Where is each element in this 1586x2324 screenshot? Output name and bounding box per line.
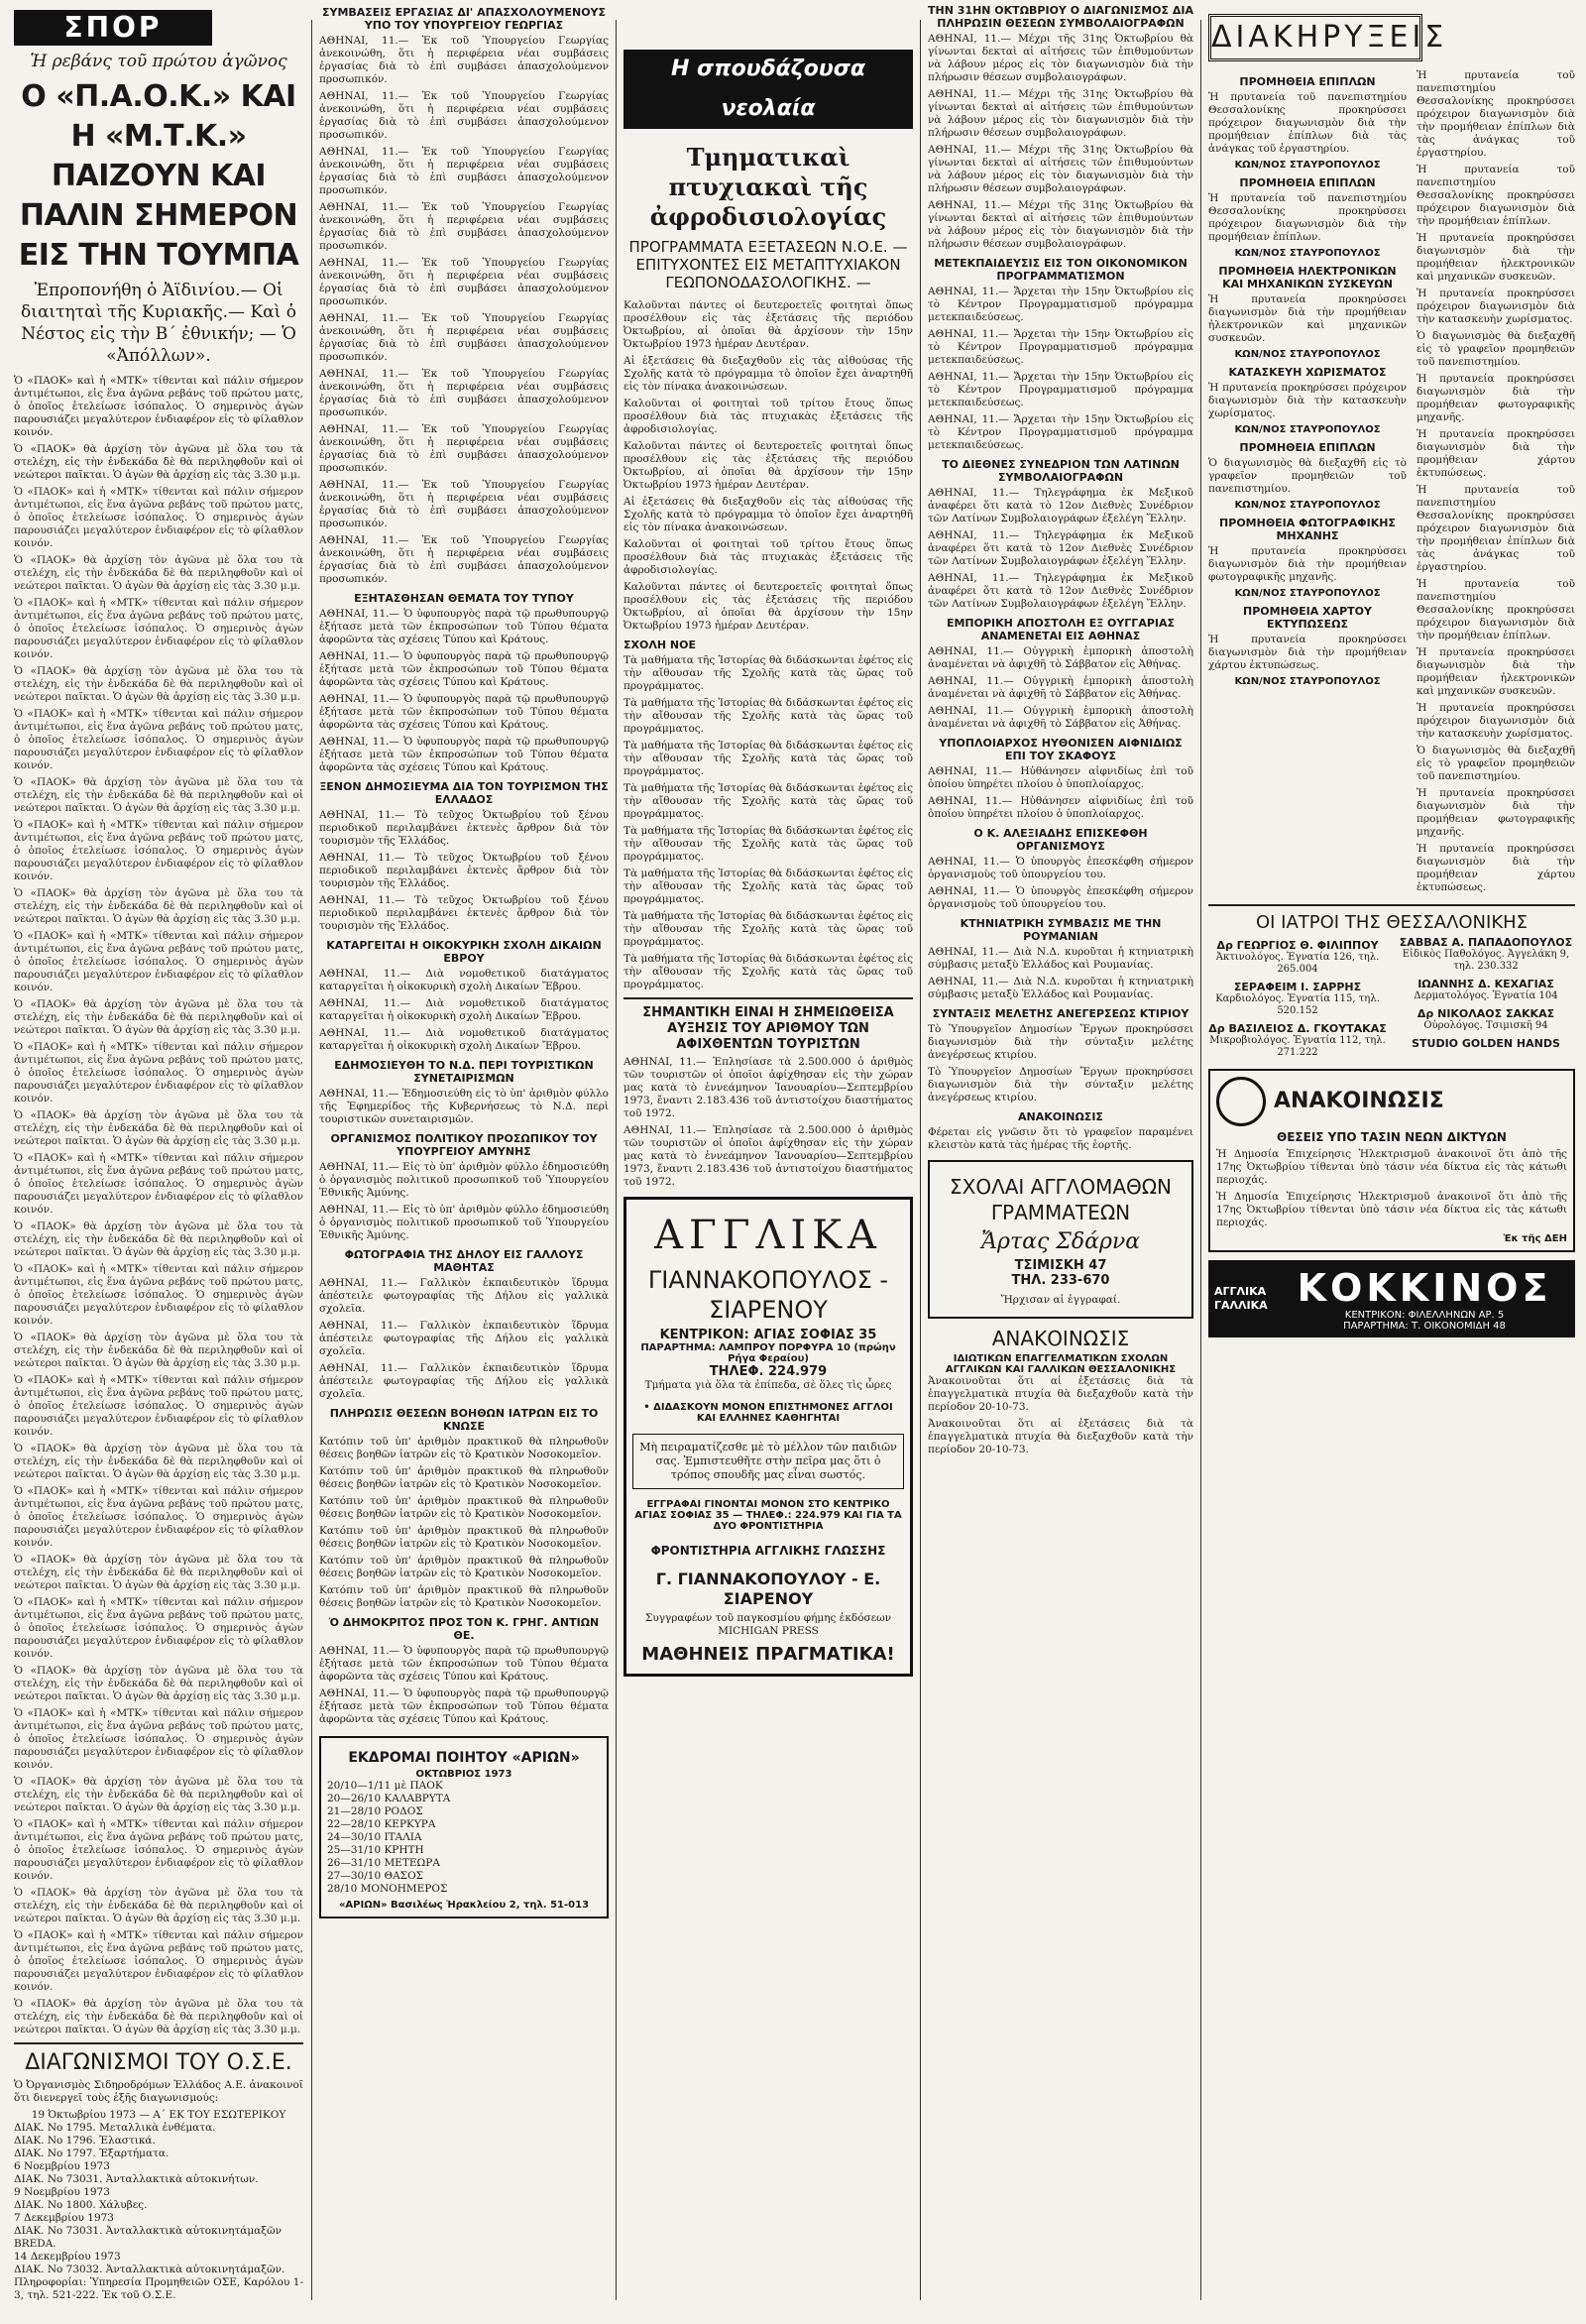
tender-item	[1208, 366, 1407, 435]
tender-text: Ἡ πρυτανεία τοῦ πανεπιστημίου Θεσσαλονίκης προκηρύσσει πρόχειρον διαγωνισμὸν διὰ τὴν προμήθειαν ἐπίπλων.	[1416, 578, 1575, 641]
article-body: Ὁ «ΠΑΟΚ» καὶ ἡ «ΜΤΚ» τίθενται καὶ πάλιν σήμερον ἀντιμέτωποι, εἰς ἕνα ἀγῶνα ρεβάνς τοῦ πρώτου ματς, ὁ ὁποῖος ἐτελείωσε ἰσόπαλος. Ὁ σημερινὸς ἀγὼν παρουσιάζει μεγαλύτερον ἐνδιαφέρον εἰς τὸ φίλαθλον κοινόν.	[14, 1041, 303, 1104]
tender-text: Ἡ πρυτανεία προκηρύσσει διαγωνισμὸν διὰ τὴν προμήθειαν ἠλεκτρονικῶν καὶ μηχανικῶν συσκευῶν.	[1416, 232, 1575, 283]
article-body: ΑΘΗΝΑΙ, 11.— Γαλλικὸν ἐκπαιδευτικὸν ἵδρυμα ἀπέστειλε φωτογραφίας τῆς Δήλου εἰς γαλλικὰ σχολεῖα.	[319, 1362, 609, 1400]
article-body: Τὰ μαθήματα τῆς Ἱστορίας θὰ διδάσκωνται ἐφέτος εἰς τὴν αἴθουσαν τῆς Σχολῆς κατὰ τὰς ὥρας τοῦ προγράμματος.	[623, 740, 913, 777]
advert-name: ΚΟΚΚΙΝΟΣ	[1297, 1265, 1552, 1310]
section-heading: ΠΛΗΡΩΣΙΣ ΘΕΣΕΩΝ ΒΟΗΘΩΝ ΙΑΤΡΩΝ ΕΙΣ ΤΟ ΚΝΩΣΕ	[329, 1407, 599, 1433]
article-body: ΑΘΗΝΑΙ, 11.— Οὐγγρικὴ ἐμπορικὴ ἀποστολὴ ἀναμένεται νὰ ἀφιχθῆ τὸ Σάββατον εἰς Ἀθήνας.	[928, 645, 1193, 670]
article-body: Ὁ «ΠΑΟΚ» θὰ ἀρχίσῃ τὸν ἀγῶνα μὲ ὅλα του τὰ στελέχη, εἰς τὴν ἐνδεκάδα δὲ θὰ περιληφθοῦν καὶ οἱ νεώτεροι παῖκται. Ὁ ἀγὼν θὰ ἀρχίσῃ εἰς τὰς 3.30 μ.μ.	[14, 998, 303, 1036]
article-body: Ὁ «ΠΑΟΚ» θὰ ἀρχίσῃ τὸν ἀγῶνα μὲ ὅλα του τὰ στελέχη, εἰς τὴν ἐνδεκάδα δὲ θὰ περιληφθοῦν καὶ οἱ νεώτεροι παῖκται. Ὁ ἀγὼν θὰ ἀρχίσῃ εἰς τὰς 3.30 μ.μ.	[14, 554, 303, 592]
article-body: ΑΘΗΝΑΙ, 11.— Ἄρχεται τὴν 15ην Ὀκτωβρίου εἰς τὸ Κέντρον Προγραμματισμοῦ πρόγραμμα μετεκπαιδεύσεως.	[928, 286, 1193, 323]
article-body: Πληροφορίαι: Ὑπηρεσία Προμηθειῶν ΟΣΕ, Καρόλου 1-3, τηλ. 521-222. Ἐκ τοῦ Ο.Σ.Ε.	[14, 2276, 303, 2301]
advert-name: Ἄρτας Σδάρνα	[980, 1229, 1141, 1254]
article-body: Ὁ «ΠΑΟΚ» θὰ ἀρχίσῃ τὸν ἀγῶνα μὲ ὅλα του τὰ στελέχη, εἰς τὴν ἐνδεκάδα δὲ θὰ περιληφθοῦν καὶ οἱ νεώτεροι παῖκται. Ὁ ἀγὼν θὰ ἀρχίσῃ εἰς τὰς 3.30 μ.μ.	[14, 1776, 303, 1813]
dei-logo-icon	[1216, 1077, 1266, 1126]
section-heading: ΕΞΗΤΑΣΘΗΣΑΝ ΘΕΜΑΤΑ ΤΟΥ ΤΥΠΟΥ	[354, 592, 574, 605]
tender-list	[14, 2109, 303, 2276]
article-deck: ΠΡΟΓΡΑΜΜΑΤΑ ΕΞΕΤΑΣΕΩΝ Ν.Ο.Ε. — ΕΠΙΤΥΧΟΝΤΕΣ ΕΙΣ ΜΕΤΑΠΤΥΧΙΑΚΟΝ ΓΕΩΠΟΝΟΔΑΣΟΛΟΓΙΚΗΣ. —	[628, 238, 908, 291]
article-body: ΑΘΗΝΑΙ, 11.— Ηὐθάνησεν αἰφνιδίως ἐπὶ τοῦ ὁποίου ὑπηρέτει πλοίου ὁ ὑποπλοίαρχος.	[928, 795, 1193, 820]
article-body: ΑΘΗΝΑΙ, 11.— Ὁ ὑπουργὸς ἐπεσκέφθη σήμερον ὀργανισμοὺς τοῦ ὑπουργείου του.	[928, 856, 1193, 880]
article-body: Ὁ «ΠΑΟΚ» καὶ ἡ «ΜΤΚ» τίθενται καὶ πάλιν σήμερον ἀντιμέτωποι, εἰς ἕνα ἀγῶνα ρεβάνς τοῦ πρώτου ματς, ὁ ὁποῖος ἐτελείωσε ἰσόπαλος. Ὁ σημερινὸς ἀγὼν παρουσιάζει μεγαλύτερον ἐνδιαφέρον εἰς τὸ φίλαθλον κοινόν.	[14, 1485, 303, 1549]
section-heading: ΟΡΓΑΝΙΣΜΟΣ ΠΟΛΙΤΙΚΟΥ ΠΡΟΣΩΠΙΚΟΥ ΤΟΥ ΥΠΟΥΡΓΕΙΟΥ ΑΜΥΝΗΣ	[330, 1132, 598, 1158]
trips-footer: «ΑΡΙΩΝ» Βασιλέως Ἡρακλείου 2, τηλ. 51-013	[338, 1900, 590, 1911]
tender-text: Ἡ πρυτανεία τοῦ πανεπιστημίου Θεσσαλονίκης προκηρύσσει πρόχειρον διαγωνισμὸν διὰ τὴν προμήθειαν ἐπίπλων.	[1208, 192, 1407, 243]
advert-text: ΕΓΓΡΑΦΑΙ ΓΙΝΟΝΤΑΙ ΜΟΝΟΝ ΣΤΟ ΚΕΝΤΡΙΚΟ ΑΓΙΑΣ ΣΟΦΙΑΣ 35 — ΤΗΛΕΦ.: 224.979 ΚΑΙ ΓΙΑ ΤΑ ΔΥΟ ΦΡΟΝΤΙΣΤΗΡΙΑ	[634, 1499, 902, 1532]
article-body: Ὁ «ΠΑΟΚ» καὶ ἡ «ΜΤΚ» τίθενται καὶ πάλιν σήμερον ἀντιμέτωποι, εἰς ἕνα ἀγῶνα ρεβάνς τοῦ πρώτου ματς, ὁ ὁποῖος ἐτελείωσε ἰσόπαλος. Ὁ σημερινὸς ἀγὼν παρουσιάζει μεγαλύτερον ἐνδιαφέρον εἰς τὸ φίλαθλον κοινόν.	[14, 597, 303, 660]
article-body: Κατόπιν τοῦ ὑπ' ἀριθμὸν πρακτικοῦ θὰ πληρωθοῦν θέσεις βοηθῶν ἰατρῶν εἰς τὸ Κρατικὸν Νοσοκομεῖον.	[319, 1584, 609, 1609]
tender-item	[1208, 265, 1407, 360]
article-body: Κατόπιν τοῦ ὑπ' ἀριθμὸν πρακτικοῦ θὰ πληρωθοῦν θέσεις βοηθῶν ἰατρῶν εἰς τὸ Κρατικὸν Νοσοκομεῖον.	[319, 1555, 609, 1579]
article-body: Αἱ ἐξετάσεις θὰ διεξαχθοῦν εἰς τὰς αἰθούσας τῆς Σχολῆς κατὰ τὸ πρόγραμμα τὸ ὁποῖον ἔχει ἀναρτηθῆ εἰς τὸν πίνακα ἀνακοινώσεων.	[623, 355, 913, 393]
column-students	[623, 0, 913, 2320]
list-item: ΔΙΑΚ. Νο 73032. Ἀνταλλακτικὰ αὐτοκινητάμαξῶν.	[14, 2264, 285, 2275]
section-heading: ΤΗΝ 31ΗΝ ΟΚΤΩΒΡΙΟΥ Ο ΔΙΑΓΩΝΙΣΜΟΣ ΔΙΑ ΠΛΗΡΩΣΙΝ ΘΕΣΕΩΝ ΣΥΜΒΟΛΑΙΟΓΡΑΦΩΝ	[928, 4, 1193, 30]
column-news	[319, 0, 609, 2320]
trips-heading: ΕΚΔΡΟΜΑΙ ΠΟΙΗΤΟΥ «ΑΡΙΩΝ»	[348, 1750, 580, 1766]
tender-item	[1208, 517, 1407, 599]
tender-text: Ἡ πρυτανεία προκηρύσσει διαγωνισμὸν διὰ τὴν προμήθειαν χάρτου ἐκτυπώσεως.	[1208, 634, 1407, 671]
article-body: ΑΘΗΝΑΙ, 11.— Ὁ ὑφυπουργὸς παρὰ τῷ πρωθυπουργῷ ἐξήτασε μετὰ τῶν ἐκπροσώπων τοῦ Τύπου θέματα ἀφορῶντα τὰς σχέσεις Τύπου καὶ Κράτους.	[319, 1645, 609, 1683]
list-item: 22—28/10 ΚΕΡΚΥΡΑ	[327, 1818, 436, 1830]
list-item: 21—28/10 ΡΟΔΟΣ	[327, 1805, 423, 1817]
article-body: ΑΘΗΝΑΙ, 11.— Ὁ ὑφυπουργὸς παρὰ τῷ πρωθυπουργῷ ἐξήτασε μετὰ τῶν ἐκπροσώπων τοῦ Τύπου θέματα ἀφορῶντα τὰς σχέσεις Τύπου καὶ Κράτους.	[319, 693, 609, 731]
advert-address: ΤΣΙΜΙΣΚΗ 47	[1014, 1258, 1107, 1273]
doctor-name: Δρ ΓΕΩΡΓΙΟΣ Θ. ΦΙΛΙΠΠΟΥ	[1216, 939, 1379, 952]
list-item: ΔΙΑΚ. Νο 73031. Ἀνταλλακτικὰ αὐτοκινήτων.	[14, 2173, 259, 2185]
list-item: 9 Νοεμβρίου 1973	[14, 2186, 110, 2198]
tender-heading: ΠΡΟΜΗΘΕΙΑ ΕΠΙΠΛΩΝ	[1239, 75, 1376, 88]
article-body: Ὁ «ΠΑΟΚ» καὶ ἡ «ΜΤΚ» τίθενται καὶ πάλιν σήμερον ἀντιμέτωποι, εἰς ἕνα ἀγῶνα ρεβάνς τοῦ πρώτου ματς, ὁ ὁποῖος ἐτελείωσε ἰσόπαλος. Ὁ σημερινὸς ἀγὼν παρουσιάζει μεγαλύτερον ἐνδιαφέρον εἰς τὸ φίλαθλον κοινόν.	[14, 1929, 303, 1993]
tender-text: Ἡ πρυτανεία τοῦ πανεπιστημίου Θεσσαλονίκης προκηρύσσει πρόχειρον διαγωνισμὸν διὰ τὴν προμήθειαν ἐπίπλων.	[1416, 164, 1575, 227]
article-body: ΑΘΗΝΑΙ, 11.— Ὁ ὑφυπουργὸς παρὰ τῷ πρωθυπουργῷ ἐξήτασε μετὰ τῶν ἐκπροσώπων τοῦ Τύπου θέματα ἀφορῶντα τὰς σχέσεις Τύπου καὶ Κράτους.	[319, 736, 609, 773]
article-deck: Ἐπροπονήθη ὁ Ἀϊδινίου.— Οἱ διαιτηταὶ τῆς Κυριακῆς.— Καὶ ὁ Νέστος εἰς τὴν Β΄ ἐθνικήν; — Ὁ «Ἀπόλλων».	[21, 281, 296, 366]
article-body: ΑΘΗΝΑΙ, 11.— Ὁ ὑφυπουργὸς παρὰ τῷ πρωθυπουργῷ ἐξήτασε μετὰ τῶν ἐκπροσώπων τοῦ Τύπου θέματα ἀφορῶντα τὰς σχέσεις Τύπου καὶ Κράτους.	[319, 650, 609, 688]
article-body: Ὁ Ὀργανισμὸς Σιδηροδρόμων Ἑλλάδος Α.Ε. ἀνακοινοῖ ὅτι διενεργεῖ τοὺς ἑξῆς διαγωνισμούς:	[14, 2079, 303, 2104]
tender-text: Ἡ πρυτανεία προκηρύσσει διαγωνισμὸν διὰ τὴν προμήθειαν φωτογραφικῆς μηχανῆς.	[1416, 373, 1575, 423]
article-body: Ὁ «ΠΑΟΚ» θὰ ἀρχίσῃ τὸν ἀγῶνα μὲ ὅλα του τὰ στελέχη, εἰς τὴν ἐνδεκάδα δὲ θὰ περιληφθοῦν καὶ οἱ νεώτεροι παῖκται. Ὁ ἀγὼν θὰ ἀρχίσῃ εἰς τὰς 3.30 μ.μ.	[14, 1443, 303, 1480]
article-headline: Τμηματικαὶ πτυχιακαὶ τῆς ἀφροδισιολογίας	[649, 143, 887, 231]
article-body: Ὁ «ΠΑΟΚ» καὶ ἡ «ΜΤΚ» τίθενται καὶ πάλιν σήμερον ἀντιμέτωποι, εἰς ἕνα ἀγῶνα ρεβάνς τοῦ πρώτου ματς, ὁ ὁποῖος ἐτελείωσε ἰσόπαλος. Ὁ σημερινὸς ἀγὼν παρουσιάζει μεγαλύτερον ἐνδιαφέρον εἰς τὸ φίλαθλον κοινόν.	[14, 1263, 303, 1327]
doctor-entry	[1208, 982, 1387, 1017]
article-body: ΑΘΗΝΑΙ, 11.— Τηλεγράφημα ἐκ Μεξικοῦ ἀναφέρει ὅτι κατὰ τὸ 12ον Διεθνὲς Συνέδριον τῶν Λατίνων Συμβολαιογράφων ἐξελέγη Ἕλλην.	[928, 529, 1193, 567]
section-heading: ΑΝΑΚΟΙΝΩΣΙΣ	[1018, 1110, 1103, 1123]
tender-item	[1208, 176, 1407, 259]
article-body: Ὁ «ΠΑΟΚ» θὰ ἀρχίσῃ τὸν ἀγῶνα μὲ ὅλα του τὰ στελέχη, εἰς τὴν ἐνδεκάδα δὲ θὰ περιληφθοῦν καὶ οἱ νεώτεροι παῖκται. Ὁ ἀγὼν θὰ ἀρχίσῃ εἰς τὰς 3.30 μ.μ.	[14, 1109, 303, 1147]
tender-signature: ΚΩΝ/ΝΟΣ ΣΤΑΥΡΟΠΟΥΛΟΣ	[1234, 248, 1381, 259]
advert-phone: ΤΗΛΕΦ. 224.979	[709, 1364, 828, 1379]
section-heading: ΤΟ ΔΙΕΘΝΕΣ ΣΥΝΕΔΡΙΟΝ ΤΩΝ ΛΑΤΙΝΩΝ ΣΥΜΒΟΛΑΙΟΓΡΑΦΩΝ	[942, 458, 1180, 484]
tenders-list-right	[1416, 69, 1575, 898]
section-heading: ΣΥΜΒΑΣΕΙΣ ΕΡΓΑΣΙΑΣ ΔΙ' ΑΠΑΣΧΟΛΟΥΜΕΝΟΥΣ ΥΠΟ ΤΟΥ ΥΠΟΥΡΓΕΙΟΥ ΓΕΩΡΓΙΑΣ	[321, 6, 607, 32]
tender-signature: ΚΩΝ/ΝΟΣ ΣΤΑΥΡΟΠΟΥΛΟΣ	[1234, 424, 1381, 435]
article-body: Ὁ «ΠΑΟΚ» θὰ ἀρχίσῃ τὸν ἀγῶνα μὲ ὅλα του τὰ στελέχη, εἰς τὴν ἐνδεκάδα δὲ θὰ περιληφθοῦν καὶ οἱ νεώτεροι παῖκται. Ὁ ἀγὼν θὰ ἀρχίσῃ εἰς τὰς 3.30 μ.μ.	[14, 1665, 303, 1702]
section-heading: ΥΠΟΠΛΟΙΑΡΧΟΣ ΗΥΘΟΝΙΣΕΝ ΑΙΦΝΙΔΙΩΣ ΕΠΙ ΤΟΥ ΣΚΑΦΟΥΣ	[939, 737, 1183, 762]
column-announcements	[928, 0, 1193, 2320]
article-body: Καλοῦνται οἱ φοιτηταὶ τοῦ τρίτου ἔτους ὅπως προσέλθουν διὰ τὰς πτυχιακὰς ἐξετάσεις τῆς ἀφροδισιολογίας.	[623, 538, 913, 576]
article-body: ΑΘΗΝΑΙ, 11.— Μέχρι τῆς 31ης Ὀκτωβρίου θὰ γίνωνται δεκταὶ αἱ αἰτήσεις τῶν ἐπιθυμούντων νὰ λάβουν μέρος εἰς τὸν διαγωνισμὸν διὰ τὴν πλήρωσιν θέσεων συμβολαιογράφων.	[928, 199, 1193, 250]
doctor-details: Μικροβιολόγος. Ἐγνατία 112, τηλ. 271.222	[1209, 1035, 1386, 1058]
section-heading: ΦΩΤΟΓΡΑΦΙΑ ΤΗΣ ΔΗΛΟΥ ΕΙΣ ΓΑΛΛΟΥΣ ΜΑΘΗΤΑΣ	[344, 1248, 584, 1274]
article-body: Καλοῦνται πάντες οἱ δευτεροετεῖς φοιτηταὶ ὅπως προσέλθουν εἰς τὰς ἐξετάσεις τῆς περιόδου Ὀκτωβρίου, αἱ ὁποῖαι θὰ ἀρχίσουν τὴν 15ην Ὀκτωβρίου 1973 ἡμέραν Δευτέραν.	[623, 440, 913, 491]
article-body: Ὁ «ΠΑΟΚ» καὶ ἡ «ΜΤΚ» τίθενται καὶ πάλιν σήμερον ἀντιμέτωποι, εἰς ἕνα ἀγῶνα ρεβάνς τοῦ πρώτου ματς, ὁ ὁποῖος ἐτελείωσε ἰσόπαλος. Ὁ σημερινὸς ἀγὼν παρουσιάζει μεγαλύτερον ἐνδιαφέρον εἰς τὸ φίλαθλον κοινόν.	[14, 708, 303, 771]
doctor-entry	[1397, 979, 1575, 1002]
tender-text: Ἡ πρυτανεία προκηρύσσει διαγωνισμὸν διὰ τὴν προμήθειαν χάρτου ἐκτυπώσεως.	[1416, 843, 1575, 893]
article-body: Ὁ «ΠΑΟΚ» καὶ ἡ «ΜΤΚ» τίθενται καὶ πάλιν σήμερον ἀντιμέτωποι, εἰς ἕνα ἀγῶνα ρεβάνς τοῦ πρώτου ματς, ὁ ὁποῖος ἐτελείωσε ἰσόπαλος. Ὁ σημερινὸς ἀγὼν παρουσιάζει μεγαλύτερον ἐνδιαφέρον εἰς τὸ φίλαθλον κοινόν.	[14, 819, 303, 882]
announcement-subheading: ΙΔΙΩΤΙΚΩΝ ΕΠΑΓΓΕΛΜΑΤΙΚΩΝ ΣΧΟΛΩΝ ΑΓΓΛΙΚΩΝ ΚΑΙ ΓΑΛΛΙΚΩΝ ΘΕΣΣΑΛΟΝΙΚΗΣ	[945, 1353, 1177, 1375]
article-body: Καλοῦνται πάντες οἱ δευτεροετεῖς φοιτηταὶ ὅπως προσέλθουν εἰς τὰς ἐξετάσεις τῆς περιόδου Ὀκτωβρίου, αἱ ὁποῖαι θὰ ἀρχίσουν τὴν 15ην Ὀκτωβρίου 1973 ἡμέραν Δευτέραν.	[623, 581, 913, 632]
section-heading: ΕΜΠΟΡΙΚΗ ΑΠΟΣΤΟΛΗ ΕΞ ΟΥΓΓΑΡΙΑΣ ΑΝΑΜΕΝΕΤΑΙ ΕΙΣ ΑΘΗΝΑΣ	[946, 617, 1176, 642]
doctors-heading: ΟΙ ΙΑΤΡΟΙ ΤΗΣ ΘΕΣΣΑΛΟΝΙΚΗΣ	[1255, 912, 1529, 933]
list-item: 20/10—1/11 μὲ ΠΑΟΚ	[327, 1780, 443, 1792]
article-body: ΑΘΗΝΑΙ, 11.— Ἐκ τοῦ Ὑπουργείου Γεωργίας ἀνεκοινώθη, ὅτι ἡ περιφέρεια νέαι συμβάσεις ἐργασίας διὰ τὸ ἐπὶ συμβάσει ἀπασχολούμενον προσωπικόν.	[319, 201, 609, 252]
advert-center: ΚΕΝΤΡΙΚΟΝ: ΑΓΙΑΣ ΣΟΦΙΑΣ 35	[659, 1328, 877, 1342]
tender-text: Ἡ πρυτανεία προκηρύσσει διαγωνισμὸν διὰ τὴν προμήθειαν χάρτου ἐκτυπώσεως.	[1416, 428, 1575, 479]
article-kicker: Ἡ ρεβάνς τοῦ πρώτου ἀγῶνος	[30, 52, 287, 71]
section-heading: ΞΕΝΟΝ ΔΗΜΟΣΙΕΥΜΑ ΔΙΑ ΤΟΝ ΤΟΥΡΙΣΜΟΝ ΤΗΣ ΕΛΛΑΔΟΣ	[319, 780, 609, 806]
article-body: Ὁ «ΠΑΟΚ» θὰ ἀρχίσῃ τὸν ἀγῶνα μὲ ὅλα του τὰ στελέχη, εἰς τὴν ἐνδεκάδα δὲ θὰ περιληφθοῦν καὶ οἱ νεώτεροι παῖκται. Ὁ ἀγὼν θὰ ἀρχίσῃ εἰς τὰς 3.30 μ.μ.	[14, 1887, 303, 1924]
article-body: Τὰ μαθήματα τῆς Ἱστορίας θὰ διδάσκωνται ἐφέτος εἰς τὴν αἴθουσαν τῆς Σχολῆς κατὰ τὰς ὥρας τοῦ προγράμματος.	[623, 953, 913, 990]
tender-text: Ὁ διαγωνισμὸς θὰ διεξαχθῆ εἰς τὸ γραφεῖον προμηθειῶν τοῦ πανεπιστημίου.	[1416, 745, 1575, 782]
trips-month: ΟΚΤΩΒΡΙΟΣ 1973	[415, 1769, 512, 1780]
tender-signature: ΚΩΝ/ΝΟΣ ΣΤΑΥΡΟΠΟΥΛΟΣ	[1234, 349, 1381, 360]
advert-text: • ΔΙΔΑΣΚΟΥΝ ΜΟΝΟΝ ΕΠΙΣΤΗΜΟΝΕΣ ΑΓΓΛΟΙ ΚΑΙ ΕΛΛΗΝΕΣ ΚΑΘΗΓΗΤΑΙ	[643, 1402, 893, 1424]
article-body: ΑΘΗΝΑΙ, 11.— Ἐκ τοῦ Ὑπουργείου Γεωργίας ἀνεκοινώθη, ὅτι ἡ περιφέρεια νέαι συμβάσεις ἐργασίας διὰ τὸ ἐπὶ συμβάσει ἀπασχολούμενον προσωπικόν.	[319, 146, 609, 196]
doctors-directory	[1208, 937, 1575, 1061]
section-divider	[623, 997, 913, 999]
article-body: Ὁ «ΠΑΟΚ» καὶ ἡ «ΜΤΚ» τίθενται καὶ πάλιν σήμερον ἀντιμέτωποι, εἰς ἕνα ἀγῶνα ρεβάνς τοῦ πρώτου ματς, ὁ ὁποῖος ἐτελείωσε ἰσόπαλος. Ὁ σημερινὸς ἀγὼν παρουσιάζει μεγαλύτερον ἐνδιαφέρον εἰς τὸ φίλαθλον κοινόν.	[14, 1596, 303, 1660]
column-rule	[1200, 20, 1201, 2300]
article-body: ΑΘΗΝΑΙ, 11.— Διὰ Ν.Δ. κυροῦται ἡ κτηνιατρικὴ σύμβασις μεταξὺ Ἑλλάδος καὶ Ρουμανίας.	[928, 946, 1193, 971]
article-body: Τὰ μαθήματα τῆς Ἱστορίας θὰ διδάσκωνται ἐφέτος εἰς τὴν αἴθουσαν τῆς Σχολῆς κατὰ τὰς ὥρας τοῦ προγράμματος.	[623, 697, 913, 735]
announcement-subheading: ΘΕΣΕΙΣ ΥΠΟ ΤΑΣΙΝ ΝΕΩΝ ΔΙΚΤΥΩΝ	[1277, 1129, 1507, 1144]
article-body: ΑΘΗΝΑΙ, 11.— Τὸ τεῦχος Ὀκτωβρίου τοῦ ξένου περιοδικοῦ περιλαμβάνει ἐκτενὲς ἄρθρον διὰ τὸν τουρισμὸν τῆς Ἑλλάδος.	[319, 894, 609, 932]
tender-signature: ΚΩΝ/ΝΟΣ ΣΤΑΥΡΟΠΟΥΛΟΣ	[1234, 588, 1381, 599]
article-body: ΑΘΗΝΑΙ, 11.— Ἐκ τοῦ Ὑπουργείου Γεωργίας ἀνεκοινώθη, ὅτι ἡ περιφέρεια νέαι συμβάσεις ἐργασίας διὰ τὸ ἐπὶ συμβάσει ἀπασχολούμενον προσωπικόν.	[319, 90, 609, 141]
article-body: ΑΘΗΝΑΙ, 11.— Οὐγγρικὴ ἐμπορικὴ ἀποστολὴ ἀναμένεται νὰ ἀφιχθῆ τὸ Σάββατον εἰς Ἀθήνας.	[928, 705, 1193, 730]
article-body: ΑΘΗΝΑΙ, 11.— Ἐκ τοῦ Ὑπουργείου Γεωργίας ἀνεκοινώθη, ὅτι ἡ περιφέρεια νέαι συμβάσεις ἐργασίας διὰ τὸ ἐπὶ συμβάσει ἀπασχολούμενον προσωπικόν.	[319, 312, 609, 363]
article-body: Ὁ «ΠΑΟΚ» καὶ ἡ «ΜΤΚ» τίθενται καὶ πάλιν σήμερον ἀντιμέτωποι, εἰς ἕνα ἀγῶνα ρεβάνς τοῦ πρώτου ματς, ὁ ὁποῖος ἐτελείωσε ἰσόπαλος. Ὁ σημερινὸς ἀγὼν παρουσιάζει μεγαλύτερον ἐνδιαφέρον εἰς τὸ φίλαθλον κοινόν.	[14, 1152, 303, 1216]
list-item: 25—31/10 ΚΡΗΤΗ	[327, 1844, 424, 1856]
english-school-advert	[623, 1197, 913, 1677]
tender-heading: ΚΑΤΑΣΚΕΥΗ ΧΩΡΙΣΜΑΤΟΣ	[1228, 366, 1387, 379]
tender-text: Ἡ πρυτανεία προκηρύσσει διαγωνισμὸν διὰ τὴν προμήθειαν φωτογραφικῆς μηχανῆς.	[1416, 787, 1575, 838]
article-body: Ὁ «ΠΑΟΚ» καὶ ἡ «ΜΤΚ» τίθενται καὶ πάλιν σήμερον ἀντιμέτωποι, εἰς ἕνα ἀγῶνα ρεβάνς τοῦ πρώτου ματς, ὁ ὁποῖος ἐτελείωσε ἰσόπαλος. Ὁ σημερινὸς ἀγὼν παρουσιάζει μεγαλύτερον ἐνδιαφέρον εἰς τὸ φίλαθλον κοινόν.	[14, 930, 303, 993]
advert-text: Ἤρχισαν αἱ ἐγγραφαί.	[1000, 1294, 1121, 1306]
tender-signature: ΚΩΝ/ΝΟΣ ΣΤΑΥΡΟΠΟΥΛΟΣ	[1234, 160, 1381, 171]
article-body: ΑΘΗΝΑΙ, 11.— Ἐκ τοῦ Ὑπουργείου Γεωργίας ἀνεκοινώθη, ὅτι ἡ περιφέρεια νέαι συμβάσεις ἐργασίας διὰ τὸ ἐπὶ συμβάσει ἀπασχολούμενον προσωπικόν.	[319, 423, 609, 474]
section-heading-ose: ΔΙΑΓΩΝΙΣΜΟΙ ΤΟΥ Ο.Σ.Ε.	[25, 2050, 292, 2075]
column-tenders	[1208, 0, 1575, 2320]
article-body: Ὁ «ΠΑΟΚ» καὶ ἡ «ΜΤΚ» τίθενται καὶ πάλιν σήμερον ἀντιμέτωποι, εἰς ἕνα ἀγῶνα ρεβάνς τοῦ πρώτου ματς, ὁ ὁποῖος ἐτελείωσε ἰσόπαλος. Ὁ σημερινὸς ἀγὼν παρουσιάζει μεγαλύτερον ἐνδιαφέρον εἰς τὸ φίλαθλον κοινόν.	[14, 1707, 303, 1771]
article-body: ΑΘΗΝΑΙ, 11.— Εἰς τὸ ὑπ' ἀριθμὸν φύλλο ἐδημοσιεύθη ὁ ὀργανισμὸς πολιτικοῦ προσωπικοῦ τοῦ Ὑπουργείου Ἐθνικῆς Ἀμύνης.	[319, 1161, 609, 1199]
article-body: Καλοῦνται πάντες οἱ δευτεροετεῖς φοιτηταὶ ὅπως προσέλθουν εἰς τὰς ἐξετάσεις τῆς περιόδου Ὀκτωβρίου, αἱ ὁποῖαι θὰ ἀρχίσουν τὴν 15ην Ὀκτωβρίου 1973 ἡμέραν Δευτέραν.	[623, 299, 913, 350]
advert-phone: ΤΗΛ. 233-670	[1011, 1273, 1110, 1288]
section-heading: ΜΕΤΕΚΠΑΙΔΕΥΣΙΣ ΕΙΣ ΤΟΝ ΟΙΚΟΝΟΜΙΚΟΝ ΠΡΟΓΡΑΜΜΑΤΙΣΜΟΝ	[934, 257, 1188, 283]
article-body: Ὁ «ΠΑΟΚ» καὶ ἡ «ΜΤΚ» τίθενται καὶ πάλιν σήμερον ἀντιμέτωποι, εἰς ἕνα ἀγῶνα ρεβάνς τοῦ πρώτου ματς, ὁ ὁποῖος ἐτελείωσε ἰσόπαλος. Ὁ σημερινὸς ἀγὼν παρουσιάζει μεγαλύτερον ἐνδιαφέρον εἰς τὸ φίλαθλον κοινόν.	[14, 1374, 303, 1438]
advert-text: Τμήματα γιὰ ὅλα τὰ ἐπίπεδα, σὲ ὅλες τὶς ὧρες	[644, 1379, 892, 1391]
list-item: 28/10 ΜΟΝΟΗΜΕΡΟΣ	[327, 1883, 448, 1895]
tender-text: Ἡ πρυτανεία τοῦ πανεπιστημίου Θεσσαλονίκης προκηρύσσει πρόχειρον διαγωνισμὸν διὰ τὴν προμήθειαν ἐπίπλων διὰ τὰς ἀνάγκας τοῦ ἐργαστηρίου.	[1416, 484, 1575, 573]
article-body: ΑΘΗΝΑΙ, 11.— Οὐγγρικὴ ἐμπορικὴ ἀποστολὴ ἀναμένεται νὰ ἀφιχθῆ τὸ Σάββατον εἰς Ἀθήνας.	[928, 675, 1193, 700]
doctor-name: Δρ ΒΑΣΙΛΕΙΟΣ Δ. ΓΚΟΥΤΑΚΑΣ	[1208, 1022, 1387, 1035]
section-heading: ΕΔΗΜΟΣΙΕΥΘΗ ΤΟ Ν.Δ. ΠΕΡΙ ΤΟΥΡΙΣΤΙΚΩΝ ΣΥΝΕΤΑΙΡΙΣΜΩΝ	[334, 1059, 594, 1085]
section-banner: Η σπουδάζουσα νεολαία	[623, 50, 913, 129]
tender-text: Ἡ πρυτανεία προκηρύσσει πρόχειρον διαγωνισμὸν διὰ τὴν κατασκευὴν χωρίσματος.	[1208, 382, 1407, 419]
article-body: ΑΘΗΝΑΙ, 11.— Τὸ τεῦχος Ὀκτωβρίου τοῦ ξένου περιοδικοῦ περιλαμβάνει ἐκτενὲς ἄρθρον διὰ τὸν τουρισμὸν τῆς Ἑλλάδος.	[319, 809, 609, 847]
tender-text: Ἡ πρυτανεία προκηρύσσει διαγωνισμὸν διὰ τὴν προμήθειαν ἠλεκτρονικῶν καὶ μηχανικῶν συσκευῶν.	[1208, 293, 1407, 344]
list-item: 6 Νοεμβρίου 1973	[14, 2160, 110, 2172]
doctor-name: ΙΩΑΝΝΗΣ Δ. ΚΕΧΑΓΙΑΣ	[1417, 978, 1554, 990]
article-body: ΑΘΗΝΑΙ, 11.— Διὰ νομοθετικοῦ διατάγματος καταργεῖται ἡ οἰκοκυρικὴ σχολὴ Δικαίων Ἔβρου.	[319, 968, 609, 992]
trips-advert	[319, 1736, 609, 1918]
article-body: ΑΘΗΝΑΙ, 11.— Ἐπλησίασε τὰ 2.500.000 ὁ ἀριθμὸς τῶν τουριστῶν οἱ ὁποῖοι ἀφίχθησαν εἰς τὴν χώραν μας κατὰ τὸ ἐννεάμηνον Ἰανουαρίου—Σεπτεμβρίου 1973, ἔναντι 2.183.436 τοῦ ἀντιστοίχου διαστήματος τοῦ 1972.	[623, 1056, 913, 1119]
article-body: ΑΘΗΝΑΙ, 11.— Ἐκ τοῦ Ὑπουργείου Γεωργίας ἀνεκοινώθη, ὅτι ἡ περιφέρεια νέαι συμβάσεις ἐργασίας διὰ τὸ ἐπὶ συμβάσει ἀπασχολούμενον προσωπικόν.	[319, 479, 609, 529]
article-body: Ὁ «ΠΑΟΚ» θὰ ἀρχίσῃ τὸν ἀγῶνα μὲ ὅλα του τὰ στελέχη, εἰς τὴν ἐνδεκάδα δὲ θὰ περιληφθοῦν καὶ οἱ νεώτεροι παῖκται. Ὁ ἀγὼν θὰ ἀρχίσῃ εἰς τὰς 3.30 μ.μ.	[14, 1998, 303, 2035]
article-body: Τὰ μαθήματα τῆς Ἱστορίας θὰ διδάσκωνται ἐφέτος εἰς τὴν αἴθουσαν τῆς Σχολῆς κατὰ τὰς ὥρας τοῦ προγράμματος.	[623, 654, 913, 692]
tenders-masthead: ΔΙΑΚΗΡΥΞΕΙΣ	[1208, 14, 1422, 61]
column-rule	[616, 20, 617, 2300]
article-body: Ἀνακοινοῦται ὅτι αἱ ἐξετάσεις διὰ τὰ ἐπαγγελματικὰ πτυχία θὰ διεξαχθοῦν κατὰ τὴν περίοδον 20-10-73.	[928, 1418, 1193, 1455]
section-heading: Ὁ ΔΗΜΟΚΡΙΤΟΣ ΠΡΟΣ ΤΟΝ Κ. ΓΡΗΓ. ΑΝΤΙΩΝ ΘΕ.	[328, 1616, 600, 1642]
article-body: ΑΘΗΝΑΙ, 11.— Διὰ νομοθετικοῦ διατάγματος καταργεῖται ἡ οἰκοκυρικὴ σχολὴ Δικαίων Ἔβρου.	[319, 997, 609, 1022]
advert-address: ΚΕΝΤΡΙΚΟΝ: ΦΙΛΕΛΛΗΝΩΝ ΑΡ. 5	[1344, 1309, 1505, 1321]
list-item: 24—30/10 ΙΤΑΛΙΑ	[327, 1831, 422, 1843]
kokkinos-advert	[1208, 1260, 1575, 1337]
article-body: ΑΘΗΝΑΙ, 11.— Ἐπλησίασε τὰ 2.500.000 ὁ ἀριθμὸς τῶν τουριστῶν οἱ ὁποῖοι ἀφίχθησαν εἰς τὴν χώραν μας κατὰ τὸ ἐννεάμηνον Ἰανουαρίου—Σεπτεμβρίου 1973, ἔναντι 2.183.436 τοῦ ἀντιστοίχου διαστήματος τοῦ 1972.	[623, 1124, 913, 1188]
article-body: ΑΘΗΝΑΙ, 11.— Τηλεγράφημα ἐκ Μεξικοῦ ἀναφέρει ὅτι κατὰ τὸ 12ον Διεθνὲς Συνέδριον τῶν Λατίνων Συμβολαιογράφων ἐξελέγη Ἕλλην.	[928, 487, 1193, 524]
article-body: Ὁ «ΠΑΟΚ» θὰ ἀρχίσῃ τὸν ἀγῶνα μὲ ὅλα του τὰ στελέχη, εἰς τὴν ἐνδεκάδα δὲ θὰ περιληφθοῦν καὶ οἱ νεώτεροι παῖκται. Ὁ ἀγὼν θὰ ἀρχίσῃ εἰς τὰς 3.30 μ.μ.	[14, 1554, 303, 1591]
list-item: 14 Δεκεμβρίου 1973	[14, 2251, 121, 2263]
announcement-heading: ΑΝΑΚΟΙΝΩΣΙΣ	[1274, 1089, 1444, 1113]
tender-text: Ἡ πρυτανεία προκηρύσσει διαγωνισμὸν διὰ τὴν προμήθειαν φωτογραφικῆς μηχανῆς.	[1208, 545, 1407, 583]
doctor-name: Δρ ΝΙΚΟΛΑΟΣ ΣΑΚΚΑΣ	[1416, 1007, 1555, 1020]
doctor-details: Δερματολόγος. Ἐγνατία 104	[1414, 990, 1558, 1001]
section-heading: ΚΤΗΝΙΑΤΡΙΚΗ ΣΥΜΒΑΣΙΣ ΜΕ ΤΗΝ ΡΟΥΜΑΝΙΑΝ	[960, 917, 1162, 943]
section-heading: ΣΧΟΛΗ ΝΟΕ	[623, 639, 696, 651]
article-body: Τὸ Ὑπουργεῖον Δημοσίων Ἔργων προκηρύσσει διαγωνισμὸν διὰ τὴν σύνταξιν μελέτης ἀνεγέρσεως κτιρίου.	[928, 1023, 1193, 1061]
tender-item	[1208, 441, 1407, 511]
article-body: Ὁ «ΠΑΟΚ» καὶ ἡ «ΜΤΚ» τίθενται καὶ πάλιν σήμερον ἀντιμέτωποι, εἰς ἕνα ἀγῶνα ρεβάνς τοῦ πρώτου ματς, ὁ ὁποῖος ἐτελείωσε ἰσόπαλος. Ὁ σημερινὸς ἀγὼν παρουσιάζει μεγαλύτερον ἐνδιαφέρον εἰς τὸ φίλαθλον κοινόν.	[14, 486, 303, 549]
advert-left-label: ΑΓΓΛΙΚΑ ΓΑΛΛΙΚΑ	[1214, 1284, 1268, 1312]
studio-name: STUDIO GOLDEN HANDS	[1412, 1037, 1560, 1050]
article-body: ΑΘΗΝΑΙ, 11.— Ἐκ τοῦ Ὑπουργείου Γεωργίας ἀνεκοινώθη, ὅτι ἡ περιφέρεια νέαι συμβάσεις ἐργασίας διὰ τὸ ἐπὶ συμβάσει ἀπασχολούμενον προσωπικόν.	[319, 257, 609, 307]
doctor-details: Εἰδικὸς Παθολόγος. Ἀγγελάκη 9, τηλ. 230.332	[1402, 949, 1570, 972]
tender-heading: ΠΡΟΜΗΘΕΙΑ ΗΛΕΚΤΡΟΝΙΚΩΝ ΚΑΙ ΜΗΧΑΝΙΚΩΝ ΣΥΣΚΕΥΩΝ	[1218, 265, 1397, 290]
article-body: Ὁ «ΠΑΟΚ» θὰ ἀρχίσῃ τὸν ἀγῶνα μὲ ὅλα του τὰ στελέχη, εἰς τὴν ἐνδεκάδα δὲ θὰ περιληφθοῦν καὶ οἱ νεώτεροι παῖκται. Ὁ ἀγὼν θὰ ἀρχίσῃ εἰς τὰς 3.30 μ.μ.	[14, 443, 303, 481]
doctor-entry	[1397, 1008, 1575, 1032]
article-body: ΑΘΗΝΑΙ, 11.— Γαλλικὸν ἐκπαιδευτικὸν ἵδρυμα ἀπέστειλε φωτογραφίας τῆς Δήλου εἰς γαλλικὰ σχολεῖα.	[319, 1320, 609, 1357]
list-item: 27—30/10 ΘΑΣΟΣ	[327, 1870, 424, 1882]
doctor-entry	[1397, 937, 1575, 973]
section-heading: Ο Κ. ΑΛΕΞΙΑΔΗΣ ΕΠΙΣΚΕΦΘΗ ΟΡΓΑΝΙΣΜΟΥΣ	[973, 827, 1148, 853]
article-body: Ὁ «ΠΑΟΚ» θὰ ἀρχίσῃ τὸν ἀγῶνα μὲ ὅλα του τὰ στελέχη, εἰς τὴν ἐνδεκάδα δὲ θὰ περιληφθοῦν καὶ οἱ νεώτεροι παῖκται. Ὁ ἀγὼν θὰ ἀρχίσῃ εἰς τὰς 3.30 μ.μ.	[14, 1220, 303, 1258]
secretaries-school-advert	[928, 1160, 1193, 1319]
section-divider	[14, 2042, 303, 2044]
list-item: ΔΙΑΚ. Νο 1795. Μεταλλικὰ ἐνθέματα.	[14, 2122, 216, 2134]
doctor-name: ΣΕΡΑΦΕΙΜ Ι. ΣΑΡΡΗΣ	[1233, 981, 1362, 993]
doctor-details: Οὐρολόγος. Τσιμισκῆ 94	[1423, 1020, 1548, 1031]
doctor-entry	[1208, 1023, 1387, 1059]
tender-text: Ἡ πρυτανεία προκηρύσσει διαγωνισμὸν διὰ τὴν προμήθειαν ἠλεκτρονικῶν καὶ μηχανικῶν συσκευῶν.	[1416, 646, 1575, 697]
tender-text: Ὁ διαγωνισμὸς θὰ διεξαχθῆ εἰς τὸ γραφεῖον προμηθειῶν τοῦ πανεπιστημίου.	[1416, 330, 1575, 368]
announcement-text: Ἡ Δημοσία Ἐπιχείρησις Ἠλεκτρισμοῦ ἀνακοινοῖ ὅτι ἀπὸ τῆς 17ης Ὀκτωβρίου τίθενται ὑπὸ τάσιν νέα δίκτυα εἰς τὰς κάτωθι περιοχάς.	[1216, 1147, 1567, 1186]
tender-item	[1208, 605, 1407, 687]
list-item: 7 Δεκεμβρίου 1973	[14, 2212, 114, 2224]
list-item: ΔΙΑΚ. Νο 73031. Ἀνταλλακτικὰ αὐτοκινητάμαξῶν BREDA.	[14, 2225, 283, 2250]
article-body: ΑΘΗΝΑΙ, 11.— Ἐκ τοῦ Ὑπουργείου Γεωργίας ἀνεκοινώθη, ὅτι ἡ περιφέρεια νέαι συμβάσεις ἐργασίας διὰ τὸ ἐπὶ συμβάσει ἀπασχολούμενον προσωπικόν.	[319, 534, 609, 585]
article-body: ΑΘΗΝΑΙ, 11.— Ἐκ τοῦ Ὑπουργείου Γεωργίας ἀνεκοινώθη, ὅτι ἡ περιφέρεια νέαι συμβάσεις ἐργασίας διὰ τὸ ἐπὶ συμβάσει ἀπασχολούμενον προσωπικόν.	[319, 35, 609, 85]
tender-heading: ΠΡΟΜΗΘΕΙΑ ΕΠΙΠΛΩΝ	[1239, 441, 1376, 454]
article-body: Κατόπιν τοῦ ὑπ' ἀριθμὸν πρακτικοῦ θὰ πληρωθοῦν θέσεις βοηθῶν ἰατρῶν εἰς τὸ Κρατικὸν Νοσοκομεῖον.	[319, 1436, 609, 1460]
article-body: Ὁ «ΠΑΟΚ» θὰ ἀρχίσῃ τὸν ἀγῶνα μὲ ὅλα του τὰ στελέχη, εἰς τὴν ἐνδεκάδα δὲ θὰ περιληφθοῦν καὶ οἱ νεώτεροι παῖκται. Ὁ ἀγὼν θὰ ἀρχίσῃ εἰς τὰς 3.30 μ.μ.	[14, 1332, 303, 1369]
article-body: Κατόπιν τοῦ ὑπ' ἀριθμὸν πρακτικοῦ θὰ πληρωθοῦν θέσεις βοηθῶν ἰατρῶν εἰς τὸ Κρατικὸν Νοσοκομεῖον.	[319, 1495, 609, 1520]
advert-heading: ΑΓΓΛΙΚΑ	[654, 1213, 882, 1258]
article-body: ΑΘΗΝΑΙ, 11.— Ὁ ὑφυπουργὸς παρὰ τῷ πρωθυπουργῷ ἐξήτασε μετὰ τῶν ἐκπροσώπων τοῦ Τύπου θέματα ἀφορῶντα τὰς σχέσεις Τύπου καὶ Κράτους.	[319, 1687, 609, 1725]
advert-text: Συγγραφέων τοῦ παγκοσμίου φήμης ἐκδόσεων MICHIGAN PRESS	[644, 1612, 892, 1637]
article-body: ΑΘΗΝΑΙ, 11.— Ἄρχεται τὴν 15ην Ὀκτωβρίου εἰς τὸ Κέντρον Προγραμματισμοῦ πρόγραμμα μετεκπαιδεύσεως.	[928, 328, 1193, 366]
announcement-heading: ΑΝΑΚΟΙΝΩΣΙΣ	[991, 1327, 1130, 1350]
article-body: Φέρεται εἰς γνῶσιν ὅτι τὸ γραφεῖον παραμένει κλειστὸν κατὰ τὰς ἡμέρας τῆς ἑορτῆς.	[928, 1126, 1193, 1151]
article-headline: Ο «Π.Α.Ο.Κ.» ΚΑΙ Η «Μ.Τ.Κ.» ΠΑΙΖΟΥΝ ΚΑΙ ΠΑΛΙΝ ΣΗΜΕΡΟΝ ΕΙΣ ΤΗΝ ΤΟΥΜΠΑ	[18, 79, 299, 273]
article-body: Τὸ Ὑπουργεῖον Δημοσίων Ἔργων προκηρύσσει διαγωνισμὸν διὰ τὴν σύνταξιν μελέτης ἀνεγέρσεως κτιρίου.	[928, 1066, 1193, 1104]
announcement-text: Ἡ Δημοσία Ἐπιχείρησις Ἠλεκτρισμοῦ ἀνακοινοῖ ὅτι ἀπὸ τῆς 17ης Ὀκτωβρίου τίθενται ὑπὸ τάσιν νέα δίκτυα εἰς τὰς κάτωθι περιοχάς.	[1216, 1190, 1567, 1228]
article-body: ΑΘΗΝΑΙ, 11.— Ὁ ὑφυπουργὸς παρὰ τῷ πρωθυπουργῷ ἐξήτασε μετὰ τῶν ἐκπροσώπων τοῦ Τύπου θέματα ἀφορῶντα τὰς σχέσεις Τύπου καὶ Κράτους.	[319, 608, 609, 645]
article-body: ΑΘΗΝΑΙ, 11.— Διὰ νομοθετικοῦ διατάγματος καταργεῖται ἡ οἰκοκυρικὴ σχολὴ Δικαίων Ἔβρου.	[319, 1027, 609, 1052]
tender-text: Ὁ διαγωνισμὸς θὰ διεξαχθῆ εἰς τὸ γραφεῖον προμηθειῶν τοῦ πανεπιστημίου.	[1208, 457, 1407, 495]
column-rule	[920, 20, 921, 2300]
section-heading: ΚΑΤΑΡΓΕΙΤΑΙ Η ΟΙΚΟΚΥΡΙΚΗ ΣΧΟΛΗ ΔΙΚΑΙΩΝ ΕΒΡΟΥ	[326, 939, 602, 965]
article-body: ΑΘΗΝΑΙ, 11.— Τὸ τεῦχος Ὀκτωβρίου τοῦ ξένου περιοδικοῦ περιλαμβάνει ἐκτενὲς ἄρθρον διὰ τὸν τουρισμὸν τῆς Ἑλλάδος.	[319, 852, 609, 889]
list-item: ΔΙΑΚ. Νο 1800. Χάλυβες.	[14, 2199, 148, 2211]
tender-item	[1208, 75, 1407, 171]
article-body: Ὁ «ΠΑΟΚ» θὰ ἀρχίσῃ τὸν ἀγῶνα μὲ ὅλα του τὰ στελέχη, εἰς τὴν ἐνδεκάδα δὲ θὰ περιληφθοῦν καὶ οἱ νεώτεροι παῖκται. Ὁ ἀγὼν θὰ ἀρχίσῃ εἰς τὰς 3.30 μ.μ.	[14, 776, 303, 814]
advert-name: ΓΙΑΝΝΑΚΟΠΟΥΛΟΣ - ΣΙΑΡΕΝΟΥ	[647, 1266, 889, 1324]
column-rule	[311, 20, 312, 2300]
advert-inner-box: Μὴ πειραματίζεσθε μὲ τὸ μέλλον τῶν παιδιῶν σας. Ἐμπιστευθῆτε στὴν πεῖρα μας ὅτι ὁ τρόπος σπουδῆς μας εἶναι σωστός.	[632, 1434, 904, 1489]
section-divider	[1208, 904, 1575, 906]
tender-text: Ἡ πρυτανεία τοῦ πανεπιστημίου Θεσσαλονίκης προκηρύσσει πρόχειρον διαγωνισμὸν διὰ τὴν προμήθειαν ἐπίπλων διὰ τὰς ἀνάγκας τοῦ ἐργαστηρίου.	[1416, 69, 1575, 159]
column-sports	[14, 0, 303, 2320]
list-item: 19 Ὀκτωβρίου 1973 — Α΄ ΕΚ ΤΟΥ ΕΣΩΤΕΡΙΚΟΥ	[31, 2109, 286, 2121]
article-body: ΑΘΗΝΑΙ, 11.— Μέχρι τῆς 31ης Ὀκτωβρίου θὰ γίνωνται δεκταὶ αἱ αἰτήσεις τῶν ἐπιθυμούντων νὰ λάβουν μέρος εἰς τὸν διαγωνισμὸν διὰ τὴν πλήρωσιν θέσεων συμβολαιογράφων.	[928, 33, 1193, 83]
article-body: Ὁ «ΠΑΟΚ» καὶ ἡ «ΜΤΚ» τίθενται καὶ πάλιν σήμερον ἀντιμέτωποι, εἰς ἕνα ἀγῶνα ρεβάνς τοῦ πρώτου ματς, ὁ ὁποῖος ἐτελείωσε ἰσόπαλος. Ὁ σημερινὸς ἀγὼν παρουσιάζει μεγαλύτερον ἐνδιαφέρον εἰς τὸ φίλαθλον κοινόν.	[14, 1818, 303, 1882]
advert-name: Γ. ΓΙΑΝΝΑΚΟΠΟΥΛΟΥ - Ε. ΣΙΑΡΕΝΟΥ	[655, 1569, 881, 1608]
article-body: Κατόπιν τοῦ ὑπ' ἀριθμὸν πρακτικοῦ θὰ πληρωθοῦν θέσεις βοηθῶν ἰατρῶν εἰς τὸ Κρατικὸν Νοσοκομεῖον.	[319, 1465, 609, 1490]
article-body: Καλοῦνται οἱ φοιτηταὶ τοῦ τρίτου ἔτους ὅπως προσέλθουν διὰ τὰς πτυχιακὰς ἐξετάσεις τῆς ἀφροδισιολογίας.	[623, 398, 913, 435]
article-body: ΑΘΗΝΑΙ, 11.— Ἐκ τοῦ Ὑπουργείου Γεωργίας ἀνεκοινώθη, ὅτι ἡ περιφέρεια νέαι συμβάσεις ἐργασίας διὰ τὸ ἐπὶ συμβάσει ἀπασχολούμενον προσωπικόν.	[319, 368, 609, 418]
article-body: Κατόπιν τοῦ ὑπ' ἀριθμὸν πρακτικοῦ θὰ πληρωθοῦν θέσεις βοηθῶν ἰατρῶν εἰς τὸ Κρατικὸν Νοσοκομεῖον.	[319, 1525, 609, 1550]
article-body: ΑΘΗΝΑΙ, 11.— Ηὐθάνησεν αἰφνιδίως ἐπὶ τοῦ ὁποίου ὑπηρέτει πλοίου ὁ ὑποπλοίαρχος.	[928, 765, 1193, 790]
tender-text: Ἡ πρυτανεία τοῦ πανεπιστημίου Θεσσαλονίκης προκηρύσσει πρόχειρον διαγωνισμὸν διὰ τὴν προμήθειαν ἐπίπλων διὰ τὰς ἀνάγκας τοῦ ἐργαστηρίου.	[1208, 91, 1407, 155]
article-body: ΑΘΗΝΑΙ, 11.— Τηλεγράφημα ἐκ Μεξικοῦ ἀναφέρει ὅτι κατὰ τὸ 12ον Διεθνὲς Συνέδριον τῶν Λατίνων Συμβολαιογράφων ἐξελέγη Ἕλλην.	[928, 572, 1193, 610]
article-body: ΑΘΗΝΑΙ, 11.— Ἄρχεται τὴν 15ην Ὀκτωβρίου εἰς τὸ Κέντρον Προγραμματισμοῦ πρόγραμμα μετεκπαιδεύσεως.	[928, 371, 1193, 408]
tenders-list	[1208, 69, 1407, 687]
doctor-entry	[1208, 940, 1387, 976]
article-body: Ὁ «ΠΑΟΚ» καὶ ἡ «ΜΤΚ» τίθενται καὶ πάλιν σήμερον ἀντιμέτωποι, εἰς ἕνα ἀγῶνα ρεβάνς τοῦ πρώτου ματς, ὁ ὁποῖος ἐτελείωσε ἰσόπαλος. Ὁ σημερινὸς ἀγὼν παρουσιάζει μεγαλύτερον ἐνδιαφέρον εἰς τὸ φίλαθλον κοινόν.	[14, 375, 303, 438]
sports-masthead: ΣΠΟΡ	[14, 10, 212, 46]
article-body: Ὁ «ΠΑΟΚ» θὰ ἀρχίσῃ τὸν ἀγῶνα μὲ ὅλα του τὰ στελέχη, εἰς τὴν ἐνδεκάδα δὲ θὰ περιληφθοῦν καὶ οἱ νεώτεροι παῖκται. Ὁ ἀγὼν θὰ ἀρχίσῃ εἰς τὰς 3.30 μ.μ.	[14, 887, 303, 925]
advert-text: ΦΡΟΝΤΙΣΤΗΡΙΑ ΑΓΓΛΙΚΗΣ ΓΛΩΣΣΗΣ	[650, 1544, 886, 1558]
tender-heading: ΠΡΟΜΗΘΕΙΑ ΕΠΙΠΛΩΝ	[1239, 176, 1376, 189]
advert-slogan: ΜΑΘΗΝΕΙΣ ΠΡΑΓΜΑΤΙΚΑ!	[641, 1644, 895, 1665]
tender-text: Ἡ πρυτανεία προκηρύσσει πρόχειρον διαγωνισμὸν διὰ τὴν κατασκευὴν χωρίσματος.	[1416, 702, 1575, 740]
doctor-details: Καρδιολόγος. Ἐγνατία 115, τηλ. 520.152	[1215, 993, 1380, 1016]
article-body: ΑΘΗΝΑΙ, 11.— Μέχρι τῆς 31ης Ὀκτωβρίου θὰ γίνωνται δεκταὶ αἱ αἰτήσεις τῶν ἐπιθυμούντων νὰ λάβουν μέρος εἰς τὸν διαγωνισμὸν διὰ τὴν πλήρωσιν θέσεων συμβολαιογράφων.	[928, 88, 1193, 139]
list-item: 26—31/10 ΜΕΤΕΩΡΑ	[327, 1857, 440, 1869]
dei-announcement	[1208, 1069, 1575, 1252]
article-body: Τὰ μαθήματα τῆς Ἱστορίας θὰ διδάσκωνται ἐφέτος εἰς τὴν αἴθουσαν τῆς Σχολῆς κατὰ τὰς ὥρας τοῦ προγράμματος.	[623, 782, 913, 820]
tender-signature: ΚΩΝ/ΝΟΣ ΣΤΑΥΡΟΠΟΥΛΟΣ	[1234, 500, 1381, 511]
article-body: Ἀνακοινοῦται ὅτι αἱ ἐξετάσεις διὰ τὰ ἐπαγγελματικὰ πτυχία θὰ διεξαχθοῦν κατὰ τὴν περίοδον 20-10-73.	[928, 1375, 1193, 1413]
article-body: ΑΘΗΝΑΙ, 11.— Ὁ ὑπουργὸς ἐπεσκέφθη σήμερον ὀργανισμοὺς τοῦ ὑπουργείου του.	[928, 885, 1193, 910]
article-body: ΑΘΗΝΑΙ, 11.— Ἄρχεται τὴν 15ην Ὀκτωβρίου εἰς τὸ Κέντρον Προγραμματισμοῦ πρόγραμμα μετεκπαιδεύσεως.	[928, 413, 1193, 451]
list-item: 20—26/10 ΚΑΛΑΒΡΥΤΑ	[327, 1793, 451, 1804]
doctor-name: ΣΑΒΒΑΣ Α. ΠΑΠΑΔΟΠΟΥΛΟΣ	[1399, 936, 1573, 949]
tender-heading: ΠΡΟΜΗΘΕΙΑ ΧΑΡΤΟΥ ΕΚΤΥΠΩΣΕΩΣ	[1243, 605, 1372, 631]
advert-heading: ΣΧΟΛΑΙ ΑΓΓΛΟΜΑΘΩΝ ΓΡΑΜΜΑΤΕΩΝ	[949, 1175, 1172, 1224]
tender-signature: ΚΩΝ/ΝΟΣ ΣΤΑΥΡΟΠΟΥΛΟΣ	[1234, 676, 1381, 687]
announcement-signature: Ἐκ τῆς ΔΕΗ	[1503, 1232, 1567, 1244]
article-body: ΑΘΗΝΑΙ, 11.— Εἰς τὸ ὑπ' ἀριθμὸν φύλλο ἐδημοσιεύθη ὁ ὀργανισμὸς πολιτικοῦ προσωπικοῦ τοῦ Ὑπουργείου Ἐθνικῆς Ἀμύνης.	[319, 1204, 609, 1241]
article-body: ΑΘΗΝΑΙ, 11.— Διὰ Ν.Δ. κυροῦται ἡ κτηνιατρικὴ σύμβασις μεταξὺ Ἑλλάδος καὶ Ρουμανίας.	[928, 976, 1193, 1000]
doctor-details: Ἀκτινολόγος. Ἐγνατία 126, τηλ. 265.004	[1215, 952, 1380, 975]
tender-heading: ΠΡΟΜΗΘΕΙΑ ΦΩΤΟΓΡΑΦΙΚΗΣ ΜΗΧΑΝΗΣ	[1219, 517, 1396, 542]
section-heading: ΣΥΝΤΑΞΙΣ ΜΕΛΕΤΗΣ ΑΝΕΓΕΡΣΕΩΣ ΚΤΙΡΙΟΥ	[932, 1007, 1190, 1020]
tender-text: Ἡ πρυτανεία προκηρύσσει πρόχειρον διαγωνισμὸν διὰ τὴν κατασκευὴν χωρίσματος.	[1416, 288, 1575, 325]
article-body: Αἱ ἐξετάσεις θὰ διεξαχθοῦν εἰς τὰς αἰθούσας τῆς Σχολῆς κατὰ τὸ πρόγραμμα τὸ ὁποῖον ἔχει ἀναρτηθῆ εἰς τὸν πίνακα ἀνακοινώσεων.	[623, 496, 913, 533]
article-body: Τὰ μαθήματα τῆς Ἱστορίας θὰ διδάσκωνται ἐφέτος εἰς τὴν αἴθουσαν τῆς Σχολῆς κατὰ τὰς ὥρας τοῦ προγράμματος.	[623, 910, 913, 948]
list-item: ΔΙΑΚ. Νο 1797. Ἐξαρτήματα.	[14, 2148, 170, 2159]
section-heading-tourism: ΣΗΜΑΝΤΙΚΗ ΕΙΝΑΙ Η ΣΗΜΕΙΩΘΕΙΣΑ ΑΥΞΗΣΙΣ ΤΟΥ ΑΡΙΘΜΟΥ ΤΩΝ ΑΦΙΧΘΕΝΤΩΝ ΤΟΥΡΙΣΤΩΝ	[642, 1005, 894, 1052]
article-body: ΑΘΗΝΑΙ, 11.— Γαλλικὸν ἐκπαιδευτικὸν ἵδρυμα ἀπέστειλε φωτογραφίας τῆς Δήλου εἰς γαλλικὰ σχολεῖα.	[319, 1277, 609, 1315]
article-body: ΑΘΗΝΑΙ, 11.— Ἐδημοσιεύθη εἰς τὸ ὑπ' ἀριθμὸν φύλλο τῆς Ἐφημερίδος τῆς Κυβερνήσεως τὸ Ν.Δ. περὶ τουριστικῶν συνεταιρισμῶν.	[319, 1088, 609, 1125]
studio-entry	[1397, 1038, 1575, 1050]
article-body: Ὁ «ΠΑΟΚ» θὰ ἀρχίσῃ τὸν ἀγῶνα μὲ ὅλα του τὰ στελέχη, εἰς τὴν ἐνδεκάδα δὲ θὰ περιληφθοῦν καὶ οἱ νεώτεροι παῖκται. Ὁ ἀγὼν θὰ ἀρχίσῃ εἰς τὰς 3.30 μ.μ.	[14, 665, 303, 703]
advert-branch: ΠΑΡΑΡΤΗΜΑ: ΛΑΜΠΡΟΥ ΠΟΡΦΥΡΑ 10 (πρώην Ρήγα Φεραίου)	[640, 1342, 896, 1364]
list-item: ΔΙΑΚ. Νο 1796. Ἐλαστικά.	[14, 2135, 156, 2147]
article-body: Τὰ μαθήματα τῆς Ἱστορίας θὰ διδάσκωνται ἐφέτος εἰς τὴν αἴθουσαν τῆς Σχολῆς κατὰ τὰς ὥρας τοῦ προγράμματος.	[623, 868, 913, 905]
advert-branch: ΠΑΡΑΡΤΗΜΑ: Τ. ΟΙΚΟΝΟΜΙΔΗ 48	[1343, 1320, 1506, 1332]
article-body: Τὰ μαθήματα τῆς Ἱστορίας θὰ διδάσκωνται ἐφέτος εἰς τὴν αἴθουσαν τῆς Σχολῆς κατὰ τὰς ὥρας τοῦ προγράμματος.	[623, 825, 913, 863]
article-body: ΑΘΗΝΑΙ, 11.— Μέχρι τῆς 31ης Ὀκτωβρίου θὰ γίνωνται δεκταὶ αἱ αἰτήσεις τῶν ἐπιθυμούντων νὰ λάβουν μέρος εἰς τὸν διαγωνισμὸν διὰ τὴν πλήρωσιν θέσεων συμβολαιογράφων.	[928, 144, 1193, 194]
